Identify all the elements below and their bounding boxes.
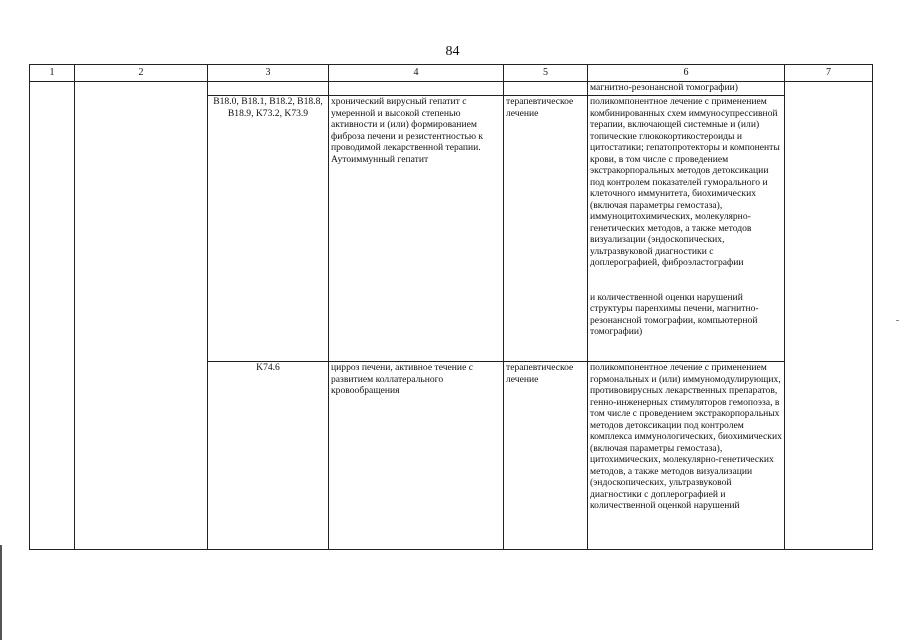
page-number xyxy=(0,44,905,60)
column-number: 6 xyxy=(588,65,785,82)
col5-cell xyxy=(504,82,588,96)
column-number: 5 xyxy=(504,65,588,82)
col3-cell xyxy=(208,82,329,96)
diagnosis-codes: B18.0, B18.1, B18.2, B18.8, B18.9, K73.2, K73.9 xyxy=(208,96,329,362)
column-number: 4 xyxy=(329,65,504,82)
column-number: 3 xyxy=(208,65,329,82)
column-number: 2 xyxy=(75,65,208,82)
text-gap xyxy=(590,269,782,292)
diagnosis-codes: K74.6 xyxy=(208,362,329,550)
page-number-text: 84 xyxy=(445,44,460,59)
treatment-method xyxy=(588,96,785,362)
treatment-method-text-continued: и количественной оценки нарушений структуры паренхимы печени, магнитно-резонансной томографии, компьютерной томографии) xyxy=(590,291,759,337)
col4-cell xyxy=(329,82,504,96)
treatment-type: терапевтическое лечение xyxy=(504,96,588,362)
scan-edge-mark xyxy=(0,545,2,640)
treatment-method-text: поликомпонентное лечение с применением комбинированных схем иммуносупрессивной терапии, включающей системные и (или) топические глюкокортикостероиды и цитостатики; гепатопротекторы и компоненты крови, в том числе с проведением экстракорпоральных методов детоксикации под контролем показателей гуморального и клеточного иммунитета, биохимических (включая параметры гемостаза), иммуноцитохимических, молекулярно-генетических методов, а также методов визуализации (эндоскопических, ультразвуковой диагностики с доплерографией, фиброэластографии xyxy=(590,96,780,268)
document-table xyxy=(29,64,873,550)
col7-cell xyxy=(785,82,873,550)
condition-description: хронический вирусный гепатит с умеренной и высокой степенью активности и (или) формированием фиброза печени и резистентностью к проводимой лекарственной терапии. Аутоиммунный гепатит xyxy=(329,96,504,362)
col1-cell xyxy=(30,82,75,550)
treatment-type: терапевтическое лечение xyxy=(504,362,588,550)
column-numbers-row xyxy=(30,65,873,82)
condition-description: цирроз печени, активное течение с развитием коллатерального кровообращения xyxy=(329,362,504,550)
column-number: 1 xyxy=(30,65,75,82)
continued-method-cell: магнитно-резонансной томографии) xyxy=(588,82,785,96)
treatment-method: поликомпонентное лечение с применением гормональных и (или) иммуномодулирующих, противовирусных лекарственных препаратов, генно-инженерных стимуляторов гемопоэза, в том числе с проведением экстракорпоральных методов детоксикации под контролем комплекса иммунологических, биохимических (включая параметры гемостаза), цитохимических, молекулярно-генетических методов, а также методов визуализации (эндоскопических, ультразвуковой диагностики с доплерографией и количественной оценкой нарушений xyxy=(588,362,785,550)
col2-cell xyxy=(75,82,208,550)
scan-edge-mark-right xyxy=(896,320,899,321)
column-number: 7 xyxy=(785,65,873,82)
continued-row xyxy=(30,82,873,96)
